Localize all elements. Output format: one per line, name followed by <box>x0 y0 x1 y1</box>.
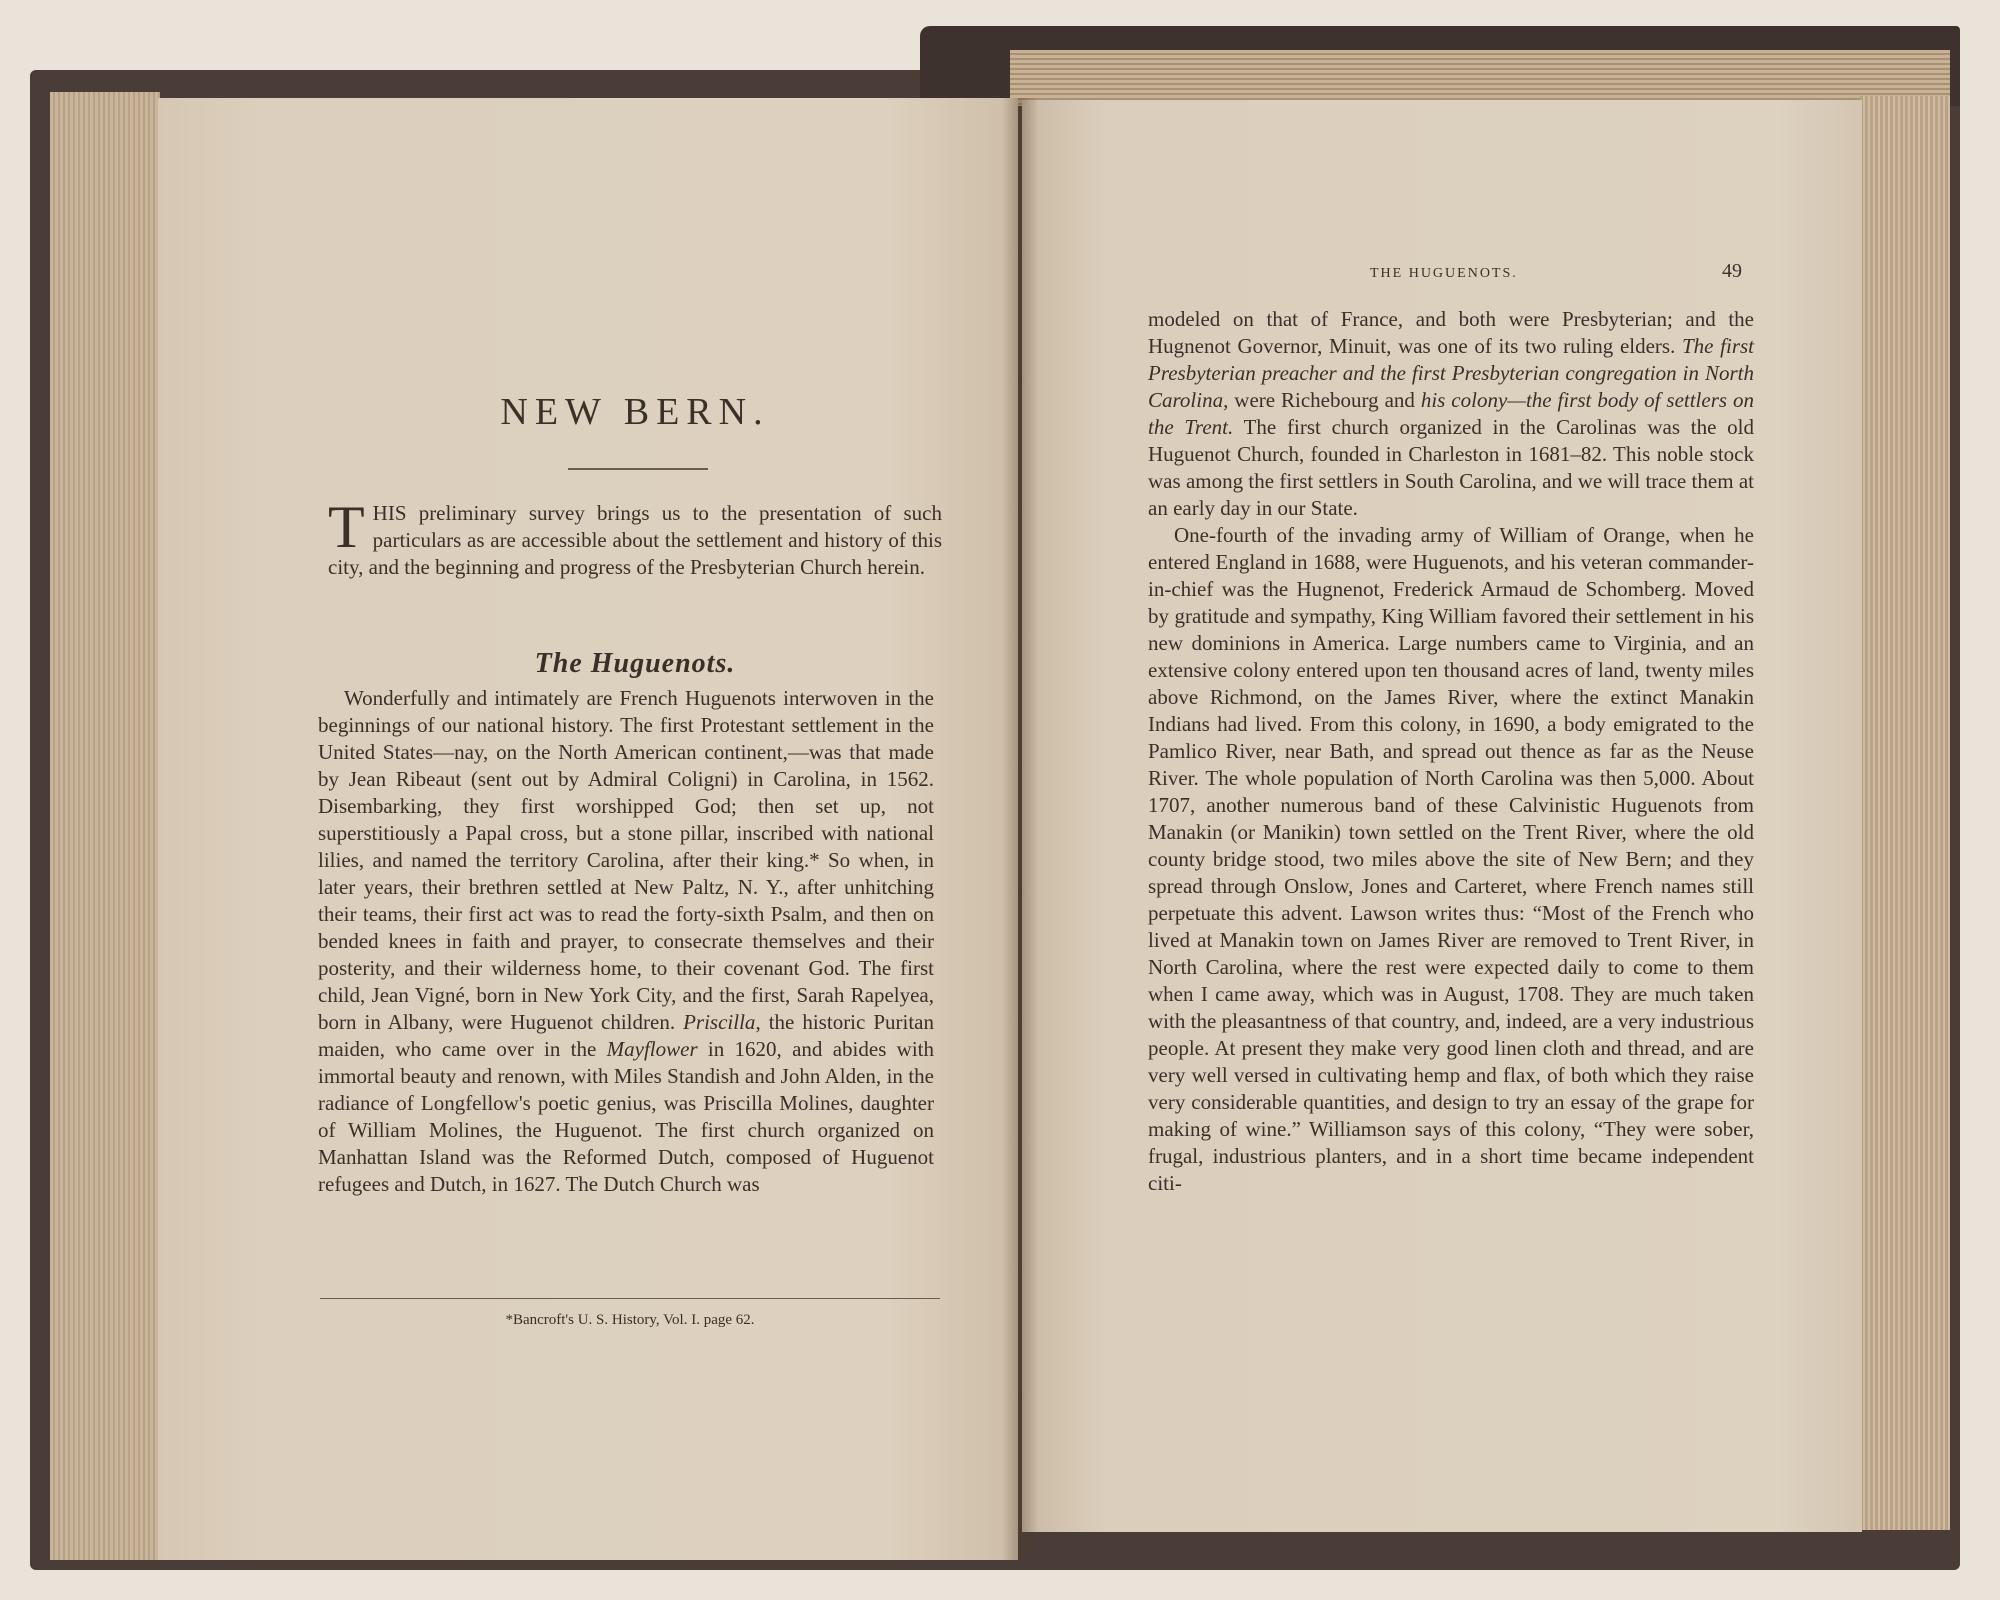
left-body-text <box>318 685 934 1198</box>
footnote: *Bancroft's U. S. History, Vol. I. page 62. <box>505 1312 755 1328</box>
body-part-3: in 1620, and abides with immortal beauty and renown, with Miles Standish and John Alden, in the radiance of Longfellow's poetic genius, was Priscilla Molines, daughter of William Molines, the Huguenot. The first church organized on Manhattan Island was the Reformed Dutch, composed of Huguenot refugees and Dutch, in 1627. The Dutch Church was <box>318 1037 935 1196</box>
page-number: 49 <box>1722 260 1742 282</box>
right-page-edges <box>1860 96 1950 1530</box>
italic-priscilla: Priscilla <box>683 1010 756 1034</box>
title-rule <box>568 468 708 470</box>
left-page-edges <box>50 92 160 1560</box>
right-paragraph-2: One-fourth of the invading army of William of Orange, when he entered England in 1688, were Huguenots, and his veteran commander-in-chief was the Hugnenot, Frederick Armaud de Schomberg. Moved by gratitude and sympathy, King William favored their settlement in his new dominions in America. Large numbers came to Virginia, and an extensive colony entered upon ten thousand acres of land, twenty miles above Richmond, on the James River, where the extinct Manakin Indians had lived. From this colony, in 1690, a body emigrated to the Pamlico River, near Bath, and spread out thence as far as the Neuse River. The whole population of North Carolina was then 5,000. About 1707, another numerous band of these Calvinistic Huguenots from Manakin (or Manikin) town settled on the Trent River, where the old county bridge stood, two miles above the site of New Bern; and they spread through Onslow, Jones and Carteret, where French names still perpetuate this advent. Lawson writes thus: “Most of the French who lived at Manakin town on James River are removed to Trent River, in North Carolina, where the rest were expected daily to come to them when I came away, which was in August, 1708. They are much taken with the pleasantness of that country, and, indeed, are a very industrious people. At present they make very good linen cloth and thread, and are very well versed in cultivating hemp and flax, of both which they raise very considerable quantities, and design to try an essay of the grape for making of wine.” Williamson says of this colony, “They were sober, frugal, industrious planters, and in a short time became independent citi- <box>1148 523 1754 1195</box>
right-body-text <box>1148 306 1754 1197</box>
p1-italic-1: The first Presbyterian preacher and the first Presbyterian congregation in North Carolina, <box>1148 334 1754 412</box>
running-head: THE HUGUENOTS. <box>1370 266 1518 281</box>
left-body-paragraph <box>318 685 934 1198</box>
p1-italic-2: his colony—the first body of settlers on the Trent. <box>1148 388 1755 439</box>
intro-paragraph <box>328 494 942 581</box>
book-gutter <box>1002 98 1038 1560</box>
chapter-title: NEW BERN. <box>500 391 770 433</box>
p1-mid: were Richebourg and <box>1228 388 1421 412</box>
body-part-1: Wonderfully and intimately are French Huguenots interwoven in the beginnings of our national history. The first Protestant settlement in the United States—nay, on the North American continent,—was that made by Jean Ribeaut (sent out by Admiral Coligni) in Carolina, in 1562. Disembarking, they first worshipped God; then set up, not superstitiously a Papal cross, but a stone pillar, inscribed with national lilies, and named the territory Carolina, after their king.* So when, in later years, their brethren settled at New Paltz, N. Y., after unhitching their teams, their first act was to read the forty-sixth Psalm, and then on bended knees in faith and prayer, to consecrate themselves and their posterity, and their wilderness home, to their covenant God. The first child, Jean Vigné, born in New York City, and the first, Sarah Rapelyea, born in Albany, were Huguenot children. <box>318 686 934 1034</box>
italic-mayflower: Mayflower <box>606 1037 698 1061</box>
intro-text: HIS preliminary survey brings us to the presentation of such particulars as are accessible about the settlement and history of this city, and the beginning and progress of the Presbyterian Church herein. <box>328 501 942 579</box>
top-page-edges <box>1010 50 1950 106</box>
footnote-rule <box>320 1298 940 1299</box>
p1-start: modeled on that of France, and both were Presbyterian; and the Hugnenot Governor, Minuit, was one of its two ruling elders. <box>1148 307 1754 358</box>
body-part-2: , the historic Puritan maiden, who came over in the <box>318 1010 935 1061</box>
section-heading: The Huguenots. <box>534 648 736 679</box>
p1-end: The first church organized in the Carolinas was the old Huguenot Church, founded in Charleston in 1681–82. This noble stock was among the first settlers in South Carolina, and we will trace them at an early day in our State. <box>1148 415 1754 520</box>
right-paragraph-1 <box>1148 306 1754 522</box>
drop-cap: T <box>328 494 365 560</box>
